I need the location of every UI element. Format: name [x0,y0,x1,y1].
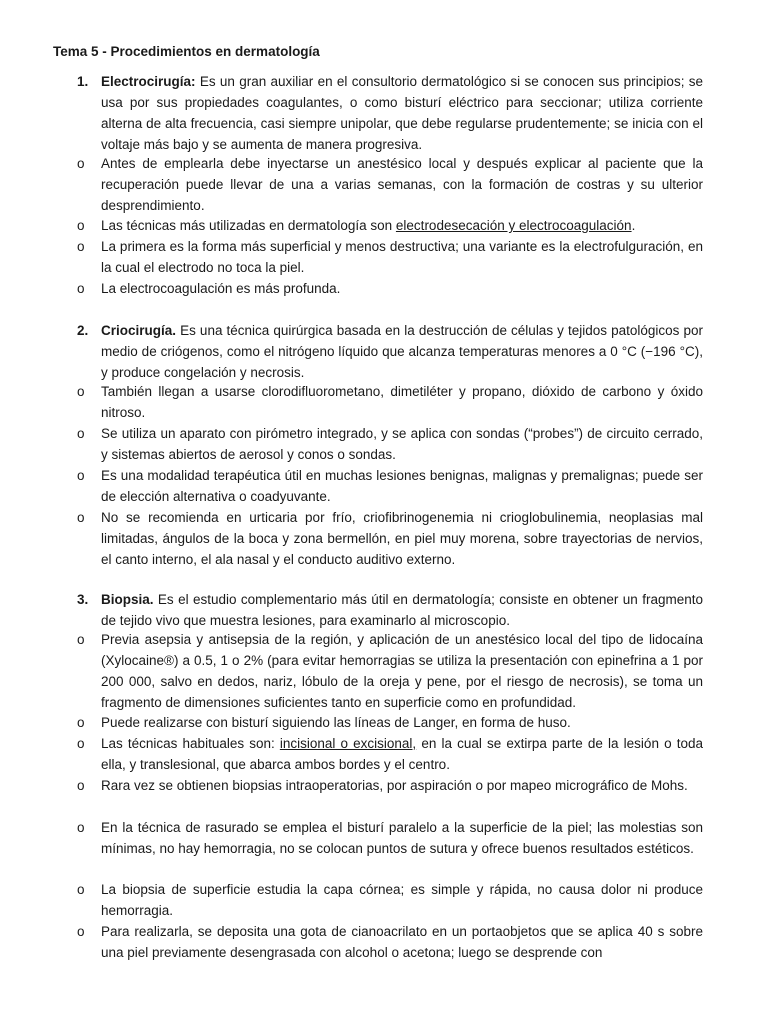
section-number: 1. [77,74,89,89]
list-item-text [101,733,703,775]
bullet-icon: o [77,715,85,730]
list-item [53,236,703,278]
list-item-text [101,215,703,236]
section-number: 2. [77,323,89,338]
list-item [53,215,703,236]
bullet-icon: o [77,426,85,441]
list-item-text: Previa asepsia y antisepsia de la región, y aplicación de un anestésico local del tipo de lidocaína (Xylocaine®) a 0.5, 1 o 2% (para evitar hemorragias se utiliza la presentación con epinefrina a 1 por 200 000, salvo en dedos, nariz, lóbulo de la oreja y pene, por el riesgo de necrosis), se toma un fragmento de dimensiones suficientes tanto en superficie como en profundidad. [101,632,703,710]
bullet-icon: o [77,156,85,171]
text-run: . [631,218,636,233]
list-item [53,775,703,796]
section-criocirugia [53,320,703,383]
section-body: Es el estudio complementario más útil en dermatología; consiste en obtener un fragmento de tejido vivo que muestra lesiones, para examinarlo al microscopio. [101,592,703,628]
list-item [53,629,703,713]
list-item [53,465,703,507]
bullet-icon: o [77,281,85,296]
list-item [53,153,703,216]
list-item-text: En la técnica de rasurado se emplea el bisturí paralelo a la superficie de la piel; las molestias son mínimas, no hay hemorragia, no se colocan puntos de sutura y ofrece buenos resultados estéticos. [101,820,703,856]
list-item-text: No se recomienda en urticaria por frío, criofibrinogenemia ni crioglobulinemia, neoplasias mal limitadas, ángulos de la boca y zona bermellón, en piel muy morena, sobre trayectorias de nervios, el canto interno, el ala nasal y el conducto auditivo externo. [101,510,703,567]
list-item-text: La primera es la forma más superficial y menos destructiva; una variante es la electrofulguración, en la cual el electrodo no toca la piel. [101,239,703,275]
section-paragraph [101,320,703,383]
list-item [53,381,703,423]
section-electrocirugia [53,71,703,155]
list-item-text: También llegan a usarse clorodifluorometano, dimetiléter y propano, dióxido de carbono y óxido nitroso. [101,384,703,420]
section-biopsia [53,589,703,631]
bullet-icon: o [77,510,85,525]
document-title: Tema 5 - Procedimientos en dermatología [53,44,320,59]
bullet-icon: o [77,384,85,399]
list-item-text: La biopsia de superficie estudia la capa córnea; es simple y rápida, no causa dolor ni produce hemorragia. [101,882,703,918]
list-item-text: Rara vez se obtienen biopsias intraoperatorias, por aspiración o por mapeo micrográfico de Mohs. [101,778,688,793]
section-number: 3. [77,592,89,607]
list-item-text: Para realizarla, se deposita una gota de cianoacrilato en un portaobjetos que se aplica 40 s sobre una piel previamente desengrasada con alcohol o acetona; luego se desprende con [101,924,703,960]
underlined-term: electrodesecación y electrocoagulación [395,218,632,233]
bullet-icon: o [77,632,85,647]
list-item-text: Puede realizarse con bisturí siguiendo las líneas de Langer, en forma de huso. [101,715,571,730]
list-item [53,921,703,963]
section-paragraph [101,589,703,631]
text-run: en la cual se extirpa parte de la lesión o toda ella, y translesional, que abarca ambos bordes y el centro. [101,736,703,772]
bullet-icon: o [77,882,85,897]
list-item [53,712,703,733]
section-paragraph [101,71,703,155]
section-heading: Criocirugía. [101,323,177,338]
bullet-icon: o [77,468,85,483]
list-item-text: Es una modalidad terapéutica útil en muchas lesiones benignas, malignas y premalignas; puede ser de elección alternativa o coadyuvante. [101,468,703,504]
list-item [53,817,703,859]
bullet-icon: o [77,218,85,233]
bullet-icon: o [77,924,85,939]
section-heading: Electrocirugía: [101,74,196,89]
bullet-icon: o [77,239,85,254]
list-item-text: Se utiliza un aparato con pirómetro integrado, y se aplica con sondas (“probes”) de circuito cerrado, y sistemas abiertos de aerosol y conos o sondas. [101,426,703,462]
list-item [53,733,703,775]
section-body: Es una técnica quirúrgica basada en la destrucción de células y tejidos patológicos por medio de criógenos, como el nitrógeno líquido que alcanza temperaturas menores a 0 °C (−196 °C), y produce congelación y necrosis. [101,323,703,380]
bullet-icon: o [77,778,85,793]
underlined-term: incisional o excisional, [279,736,417,751]
list-item-text: La electrocoagulación es más profunda. [101,281,341,296]
section-body: Es un gran auxiliar en el consultorio dermatológico si se conocen sus principios; se usa por sus propiedades coagulantes, o como bisturí eléctrico para seccionar; utiliza corriente alterna de alta frecuencia, casi siempre unipolar, que debe regularse prudentemente; se inicia con el voltaje más bajo y se aumenta de manera progresiva. [101,74,703,152]
list-item-text: Antes de emplearla debe inyectarse un anestésico local y después explicar al paciente que la recuperación puede llevar de una a varias semanas, con la formación de costras y su ulterior desprendimiento. [101,156,703,213]
list-item [53,423,703,465]
list-item [53,278,703,299]
section-heading: Biopsia. [101,592,154,607]
bullet-icon: o [77,736,85,751]
list-item [53,507,703,570]
text-run: Las técnicas habituales son: [101,736,280,751]
bullet-icon: o [77,820,85,835]
list-item [53,879,703,921]
text-run: Las técnicas más utilizadas en dermatología son [101,218,396,233]
